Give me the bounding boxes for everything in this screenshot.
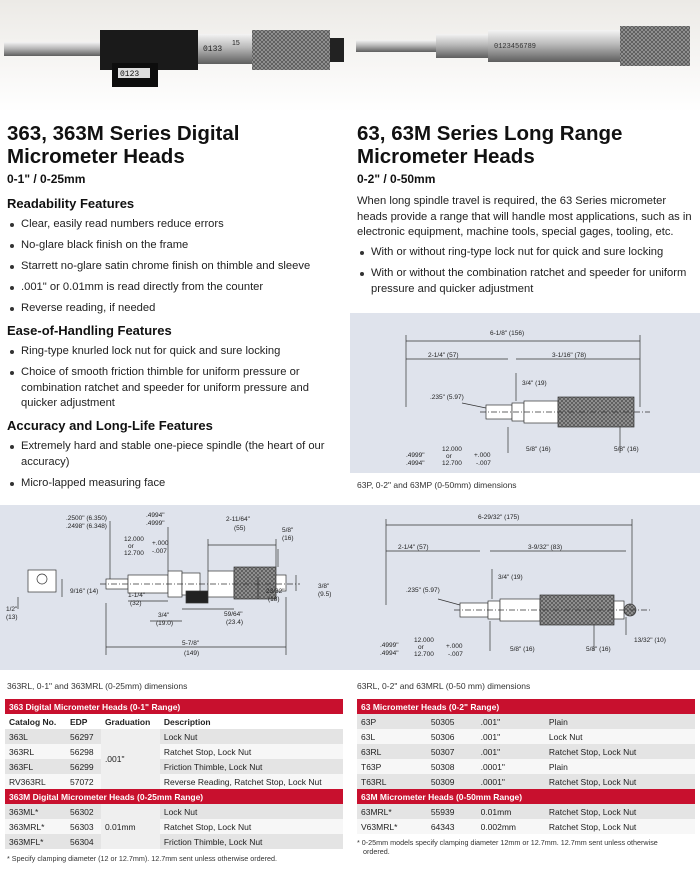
dim-label: 12.000: [442, 446, 462, 453]
readability-heading: Readability Features: [7, 196, 135, 211]
dim-label: (13): [6, 614, 18, 621]
dim-label: +.000: [152, 540, 169, 547]
dim-label: 12.700: [414, 651, 434, 658]
dim-label: .2498" (6.348): [66, 523, 107, 530]
dim-label: 2-1/4" (57): [398, 544, 429, 551]
dim-label: 2-1/4" (57): [428, 352, 459, 359]
dim-label: 5/8": [282, 527, 294, 534]
right-range: 0-2" / 0-50mm: [357, 172, 436, 186]
dim-label: -.007: [476, 460, 491, 467]
list-item: With or without the combination ratchet and speeder for uniform pressure and quicker adjustment: [357, 266, 692, 297]
dim-label: 13/32" (10): [634, 637, 666, 644]
table-row: 63P 50305 .001" Plain: [357, 714, 695, 729]
dim-label: 12.700: [124, 550, 144, 557]
accuracy-list: [7, 439, 347, 497]
dim-label: 3-9/32" (83): [528, 544, 563, 551]
micrometer-363-illustration: [0, 0, 350, 112]
dim-label: 12.000: [124, 536, 144, 543]
table-row: 363ML* 56302 0.01mm Lock Nut: [5, 804, 343, 819]
dim-label: +.000: [446, 643, 463, 650]
diagram-363: [0, 505, 350, 670]
dim-label: or: [446, 453, 452, 460]
dim-label: 12.000: [414, 637, 434, 644]
table-row: 363MRL* 56303 Ratchet Stop, Lock Nut: [5, 819, 343, 834]
handling-list: [7, 344, 347, 417]
diagram-63p: [350, 313, 700, 473]
diagram-63rl: [350, 505, 700, 670]
readability-list: [7, 217, 342, 322]
left-title: 363, 363M Series Digital Micrometer Heads: [7, 122, 240, 168]
table-header: Catalog No. EDP Graduation Description: [5, 714, 343, 729]
list-item: With or without ring-type lock nut for quick and sure locking: [357, 245, 692, 261]
left-range: 0-1" / 0-25mm: [7, 172, 86, 186]
dim-label: 3/4" (19): [522, 380, 547, 387]
list-item: Clear, easily read numbers reduce errors: [7, 217, 342, 233]
dim-label: 2-11/64": [226, 516, 250, 523]
table-363-footnote: * Specify clamping diameter (12 or 12.7mm). 12.7mm sent unless otherwise ordered.: [7, 854, 278, 863]
dim-label: (9.5): [318, 591, 332, 598]
dim-label: 6-1/8" (156): [490, 330, 525, 337]
diagram-63rl-caption: 63RL, 0-2" and 63MRL (0-50 mm) dimensions: [357, 681, 531, 691]
handling-heading: Ease-of-Handling Features: [7, 323, 172, 338]
list-item: Micro-lapped measuring face: [7, 476, 347, 492]
table-63-footnote: * 0-25mm models specify clamping diameter 12mm or 12.7mm. 12.7mm sent unless otherwise ordered.: [357, 838, 658, 856]
dim-label: 5/8" (16): [586, 646, 611, 653]
table-band: 63M Micrometer Heads (0-50mm Range): [357, 789, 695, 804]
dim-label: 5/8" (16): [526, 446, 551, 453]
dim-label: 5/8" (16): [510, 646, 535, 653]
dim-label: 3/8": [318, 583, 330, 590]
dim-label: 5-7/8": [182, 640, 200, 647]
dim-label: 1/2": [6, 606, 18, 613]
right-title: 63, 63M Series Long Range Micrometer Heads: [357, 122, 623, 168]
table-363: [5, 699, 343, 849]
table-row: 63L 50306 .001" Lock Nut: [357, 729, 695, 744]
photo-counter: 0133: [203, 45, 223, 54]
dim-label: (23.4): [226, 619, 243, 626]
product-photo-63: [350, 0, 700, 112]
dim-label: 6-29/32" (175): [478, 514, 520, 521]
dim-label: 59/64": [224, 611, 243, 618]
dim-label: -.007: [152, 548, 167, 555]
photo-scale: 0123456789: [494, 43, 537, 51]
dim-label: 3/4" (19): [498, 574, 523, 581]
micrometer-63-illustration: [350, 0, 700, 112]
dim-label: .4999": [406, 452, 425, 459]
dim-label: .235" (5.97): [430, 394, 464, 401]
right-intro: When long spindle travel is required, the 63 Series micrometer heads provide a range that will handle most applications, such as in electronic equipment, machine tools, special gages, tooling, etc.: [357, 195, 692, 238]
dim-label: (16): [282, 535, 294, 542]
dim-label: (55): [234, 525, 246, 532]
dim-label: -.007: [448, 651, 463, 658]
list-item: Extremely hard and stable one-piece spindle (the heart of our accuracy): [7, 439, 347, 470]
dim-label: (19.0): [156, 620, 173, 627]
right-list: [357, 245, 692, 303]
dim-label: .4994": [380, 650, 399, 657]
table-row: 363MFL* 56304 Friction Thimble, Lock Nut: [5, 834, 343, 849]
dim-label: .4994": [146, 512, 165, 519]
dim-label: 12.700: [442, 460, 462, 467]
accuracy-heading: Accuracy and Long-Life Features: [7, 418, 213, 433]
dim-label: .4999": [146, 520, 165, 527]
dim-label: (18): [268, 596, 280, 603]
photo-counter-badge: 0123: [120, 70, 140, 79]
dim-label: (32): [130, 600, 142, 607]
dim-label: (149): [184, 650, 200, 657]
dim-label: 23/32": [266, 588, 285, 595]
table-band: 363M Digital Micrometer Heads (0-25mm Range): [5, 789, 343, 804]
dim-label: or: [128, 543, 134, 550]
dim-label: .4999": [380, 642, 399, 649]
table-row: 363FL 56299 Friction Thimble, Lock Nut: [5, 759, 343, 774]
list-item: .001" or 0.01mm is read directly from the counter: [7, 280, 342, 296]
table-band: 363 Digital Micrometer Heads (0-1" Range): [5, 699, 343, 714]
table-row: T63P 50308 .0001" Plain: [357, 759, 695, 774]
list-item: Reverse reading, if needed: [7, 301, 342, 317]
list-item: No-glare black finish on the frame: [7, 238, 342, 254]
diagram-363-drawing: [0, 505, 350, 670]
photo-thimble-number: 15: [232, 40, 240, 47]
dim-label: .4994": [406, 460, 425, 467]
table-row: RV363RL 57072 Reverse Reading, Ratchet Stop, Lock Nut: [5, 774, 343, 789]
dim-label: +.000: [474, 452, 491, 459]
dim-label: 3/4": [158, 612, 170, 619]
table-row: 63MRL* 55939 0.01mm Ratchet Stop, Lock Nut: [357, 804, 695, 819]
diagram-63p-drawing: [350, 313, 700, 473]
diagram-63p-caption: 63P, 0-2" and 63MP (0-50mm) dimensions: [357, 480, 517, 490]
product-photo-363: [0, 0, 350, 112]
dim-label: .235" (5.97): [406, 587, 440, 594]
dim-label: or: [418, 644, 424, 651]
table-row: 363RL 56298 Ratchet Stop, Lock Nut: [5, 744, 343, 759]
list-item: Starrett no-glare satin chrome finish on thimble and sleeve: [7, 259, 342, 275]
diagram-363-caption: 363RL, 0-1" and 363MRL (0-25mm) dimensions: [7, 681, 188, 691]
table-row: T63RL 50309 .0001" Ratchet Stop, Lock Nut: [357, 774, 695, 789]
dim-label: 5/8" (16): [614, 446, 639, 453]
diagram-63rl-drawing: [350, 505, 700, 670]
table-row: V63MRL* 64343 0.002mm Ratchet Stop, Lock Nut: [357, 819, 695, 834]
dim-label: .2500" (6.350): [66, 515, 107, 522]
dim-label: 1-1/4": [128, 592, 146, 599]
table-band: 63 Micrometer Heads (0-2" Range): [357, 699, 695, 714]
list-item: Choice of smooth friction thimble for uniform pressure or combination ratchet and speeder for uniform pressure and quicker adjustment: [7, 365, 347, 412]
table-63: [357, 699, 695, 834]
table-row: 63RL 50307 .001" Ratchet Stop, Lock Nut: [357, 744, 695, 759]
list-item: Ring-type knurled lock nut for quick and sure locking: [7, 344, 347, 360]
dim-label: 9/16" (14): [70, 588, 99, 595]
dim-label: 3-1/16" (78): [552, 352, 587, 359]
table-row: 363L 56297 .001" Lock Nut: [5, 729, 343, 744]
